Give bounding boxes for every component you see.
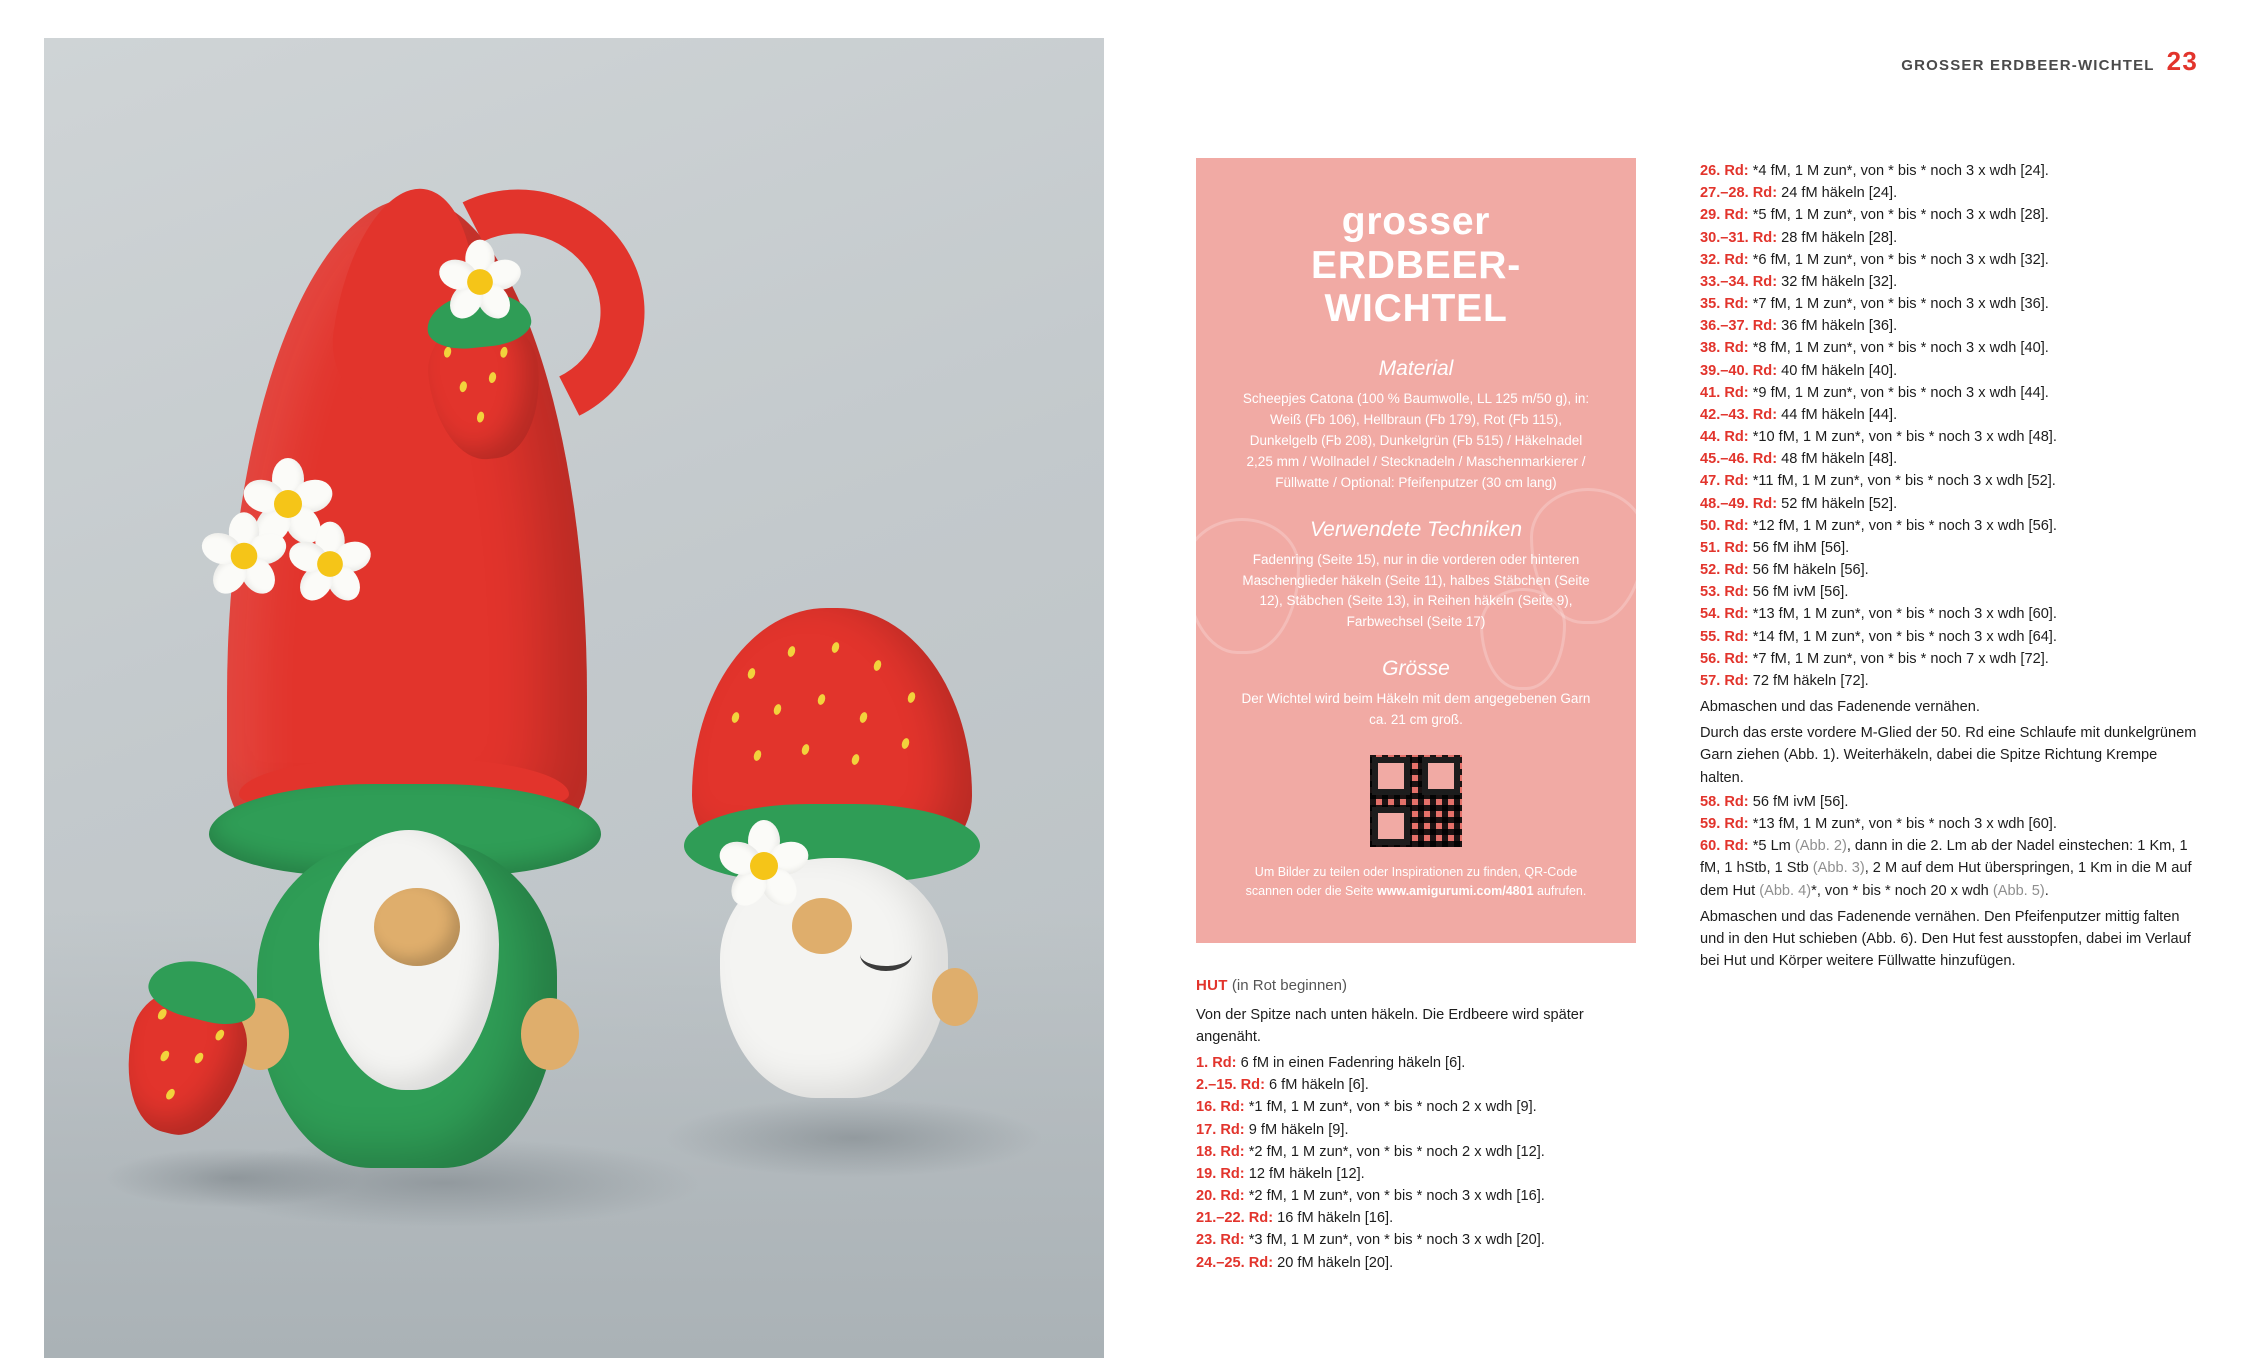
size-text: Der Wichtel wird beim Häkeln mit dem angegebenen Garn ca. 21 cm groß. [1241,691,1591,728]
flower-on-tip [436,238,524,326]
round-row: 58. Rd: 56 fM ivM [56]. [1700,793,1849,810]
qr-caption-part1: Um Bilder zu teilen oder Inspirationen zu finden, QR-Code scannen oder die Seite [1245,865,1578,898]
rounds-list-right-2 [1700,791,2200,902]
round-row: 51. Rd: 56 fM ihM [56]. [1700,539,1850,556]
finish-paragraph-1: Abmaschen und das Fadenende vernähen. [1700,699,1980,716]
round-row: 52. Rd: 56 fM häkeln [56]. [1700,562,1869,579]
closing-paragraph [1700,906,2200,973]
flower-hat-c [286,520,374,608]
product-photo [44,38,1104,1358]
material-text: Scheepjes Catona (100 % Baumwolle, LL 125 m/50 g), in: Weiß (Fb 106), Hellbraun (Fb 179), Rot (Fb 115), Dunkelgelb (Fb 208), Dunkelgrün (Fb 515) / Häkelnadel 2,25 mm / Wollnadel / Stecknadeln / Maschenmarkierer / Füllwatte / Optional: Pfeifenputzer (30 cm lang) [1242,391,1590,490]
section-heading-main: HUT [1196,976,1228,994]
info-box-title-line1: grosser [1341,200,1491,243]
round-row: 20. Rd: *2 fM, 1 M zun*, von * bis * noch 3 x wdh [16]. [1196,1188,1545,1205]
section-heading-note: (in Rot beginnen) [1231,976,1347,994]
page-number: 23 [2166,46,2198,76]
round-row: 41. Rd: *9 fM, 1 M zun*, von * bis * noch 3 x wdh [44]. [1700,384,2049,401]
finish-p2-a: Durch das erste vordere M-Glied der 50. Rd eine Schlaufe mit dunkelgrünem Garn ziehen [1700,725,2197,764]
figure-ref-5: (Abb. 5) [1992,882,2045,899]
round-row: 47. Rd: *11 fM, 1 M zun*, von * bis * noch 3 x wdh [52]. [1700,473,2056,490]
round-row: 56. Rd: *7 fM, 1 M zun*, von * bis * noch 7 x wdh [72]. [1700,650,2049,667]
round-row: 18. Rd: *2 fM, 1 M zun*, von * bis * noch 2 x wdh [12]. [1196,1143,1545,1160]
round-row: 33.–34. Rd: 32 fM häkeln [32]. [1700,273,1898,290]
gnome-arm-right [521,998,579,1070]
qr-caption-url: www.amigurumi.com/4801 [1376,883,1534,898]
left-text-column [1196,158,1636,1274]
round-row: 26. Rd: *4 fM, 1 M zun*, von * bis * noch 3 x wdh [24]. [1700,163,2049,179]
finish-paragraph-2 [1700,722,2200,789]
round-row: 16. Rd: *1 fM, 1 M zun*, von * bis * noch 2 x wdh [9]. [1196,1099,1537,1116]
gnome-nose [374,888,460,966]
techniques-text: Fadenring (Seite 15), nur in die vorderen oder hinteren Maschenglieder häkeln (Seite 11), halbes Stäbchen (Seite 12), Stäbchen (Seite 13), in Reihen häkeln (Seite 9), Farbwechsel (Seite 17) [1242,551,1590,630]
round-row: 55. Rd: *14 fM, 1 M zun*, von * bis * noch 3 x wdh [64]. [1700,628,2057,645]
flower-center [317,551,343,577]
round-row: 48.–49. Rd: 52 fM häkeln [52]. [1700,495,1898,512]
section-intro: Von der Spitze nach unten häkeln. Die Erdbeere wird später angenäht. [1196,1006,1584,1045]
flower-small-cap [716,818,812,914]
round-row: 36.–37. Rd: 36 fM häkeln [36]. [1700,318,1898,335]
round-row: 19. Rd: 12 fM häkeln [12]. [1196,1165,1365,1182]
round-row: 21.–22. Rd: 16 fM häkeln [16]. [1196,1210,1394,1227]
rounds-list-left [1196,1052,1636,1274]
qr-caption-part2: aufrufen. [1533,883,1587,898]
round-row: 39.–40. Rd: 40 fM häkeln [40]. [1700,362,1898,379]
round-row: 50. Rd: *12 fM, 1 M zun*, von * bis * noch 3 x wdh [56]. [1700,517,2057,534]
round-row: 29. Rd: *5 fM, 1 M zun*, von * bis * noch 3 x wdh [28]. [1700,207,2049,224]
right-text-column [1700,160,2200,972]
closing-a: Abmaschen und das Fadenende vernähen. Den Pfeifenputzer mittig falten und in den Hut schieben [1700,908,2180,947]
round-row: 45.–46. Rd: 48 fM häkeln [48]. [1700,451,1898,468]
strawberry-watermark-1 [1196,518,1300,654]
small-gnome-smile [860,938,912,971]
figure-ref-4: (Abb. 4) [1759,882,1812,899]
size-heading: Grösse [1382,657,1450,681]
info-box [1196,158,1636,943]
round-row: 1. Rd: 6 fM in einen Fadenring häkeln [6]. [1196,1055,1466,1071]
flower-center [467,269,493,295]
info-box-title [1236,200,1596,331]
round-row: 17. Rd: 9 fM häkeln [9]. [1196,1121,1349,1138]
round-row: 53. Rd: 56 fM ivM [56]. [1700,584,1849,601]
figure-ref-1: (Abb. 1) [1783,747,1836,764]
round-row: 59. Rd: *13 fM, 1 M zun*, von * bis * noch 3 x wdh [60]. [1700,815,2057,832]
round-row: 57. Rd: 72 fM häkeln [72]. [1700,672,1869,689]
material-heading: Material [1378,357,1454,381]
section-heading [1196,977,1636,994]
round-row: 27.–28. Rd: 24 fM häkeln [24]. [1700,185,1898,202]
round-row: 2.–15. Rd: 6 fM häkeln [6]. [1196,1077,1369,1094]
flower-center [231,543,258,570]
flower-center [750,852,778,880]
figure-ref-2: (Abb. 2) [1794,838,1847,855]
large-gnome [209,198,639,1208]
finish-p2-b: . Weiterhäkeln, dabei die Spitze Richtung Krempe halten. [1700,747,2158,786]
techniques-heading: Verwendete Techniken [1309,517,1523,541]
round-row: 54. Rd: *13 fM, 1 M zun*, von * bis * noch 3 x wdh [60]. [1700,606,2057,623]
flower-hat-b [198,510,289,601]
round-row: 32. Rd: *6 fM, 1 M zun*, von * bis * noch 3 x wdh [32]. [1700,251,2049,268]
small-gnome-arm [932,968,978,1026]
round-row: 38. Rd: *8 fM, 1 M zun*, von * bis * noch 3 x wdh [40]. [1700,340,2049,357]
round-row: 42.–43. Rd: 44 fM häkeln [44]. [1700,406,1898,423]
qr-caption [1236,863,1596,901]
round-row-60: 60. Rd: *5 Lm (Abb. 2), dann in die 2. Lm ab der Nadel einstechen: 1 Km, 1 fM, 1 hStb, 1 Stb (Abb. 3), 2 M auf dem Hut überspringen, 1 Km in die M auf dem Hut (Abb. 4)*, von * bis * noch 20 x wdh (Abb. 5). [1700,838,2192,899]
rounds-list-right [1700,160,2200,692]
round-row: 30.–31. Rd: 28 fM häkeln [28]. [1700,229,1898,246]
round-row: 23. Rd: *3 fM, 1 M zun*, von * bis * noch 3 x wdh [20]. [1196,1232,1545,1249]
round-row: 35. Rd: *7 fM, 1 M zun*, von * bis * noch 3 x wdh [36]. [1700,296,2049,313]
figure-ref-6: (Abb. 6) [1861,930,1914,947]
round-row: 44. Rd: *10 fM, 1 M zun*, von * bis * noch 3 x wdh [48]. [1700,429,2057,446]
round-row: 24.–25. Rd: 20 fM häkeln [20]. [1196,1254,1394,1271]
qr-code[interactable] [1370,755,1462,847]
closing-b: . Den Hut fest ausstopfen, dabei im Verlauf bei Hut und Körper weitere Füllwatte hinzufügen. [1700,930,2191,970]
figure-ref-3: (Abb. 3) [1812,860,1865,877]
info-box-title-line2: ERDBEER-WICHTEL [1311,243,1521,331]
page-header [1901,46,2198,77]
page-header-title: GROSSER ERDBEER-WICHTEL [1901,57,2155,74]
